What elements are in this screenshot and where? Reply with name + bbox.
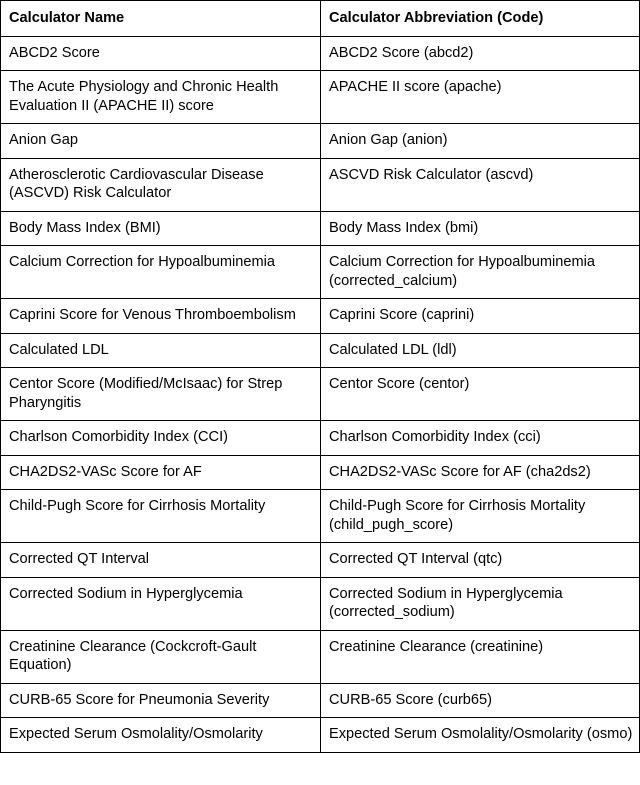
calculator-name-cell: Expected Serum Osmolality/Osmolarity [1,718,321,753]
table-row [1,577,640,630]
table-row [1,421,640,456]
calculator-name-cell: Child-Pugh Score for Cirrhosis Mortality [1,490,321,543]
table-row [1,124,640,159]
calculator-code-cell: ASCVD Risk Calculator (ascvd) [321,158,640,211]
calculator-name-cell: CURB-65 Score for Pneumonia Severity [1,683,321,718]
calculator-code-cell: Centor Score (centor) [321,368,640,421]
calculator-code-cell: Creatinine Clearance (creatinine) [321,630,640,683]
header-calculator-name: Calculator Name [1,1,321,37]
calculator-name-cell: Charlson Comorbidity Index (CCI) [1,421,321,456]
calculator-name-cell: Body Mass Index (BMI) [1,211,321,246]
table-row [1,490,640,543]
table-row [1,630,640,683]
calculator-code-cell: Caprini Score (caprini) [321,299,640,334]
calculator-name-cell: Caprini Score for Venous Thromboembolism [1,299,321,334]
table-body [1,36,640,752]
calculator-name-cell: Creatinine Clearance (Cockcroft-Gault Equation) [1,630,321,683]
calculator-code-cell: Anion Gap (anion) [321,124,640,159]
table-row [1,718,640,753]
header-calculator-abbreviation: Calculator Abbreviation (Code) [321,1,640,37]
calculator-name-cell: Centor Score (Modified/McIsaac) for Strep Pharyngitis [1,368,321,421]
table-row [1,455,640,490]
calculator-code-cell: CHA2DS2-VASc Score for AF (cha2ds2) [321,455,640,490]
table-row [1,71,640,124]
calculator-name-cell: Atherosclerotic Cardiovascular Disease (ASCVD) Risk Calculator [1,158,321,211]
table-row [1,299,640,334]
table-header [1,1,640,37]
calculator-name-cell: Anion Gap [1,124,321,159]
calculator-code-cell: Expected Serum Osmolality/Osmolarity (osmo) [321,718,640,753]
calculator-name-cell: ABCD2 Score [1,36,321,71]
calculator-code-cell: Charlson Comorbidity Index (cci) [321,421,640,456]
calculator-code-cell: Corrected QT Interval (qtc) [321,543,640,578]
calculator-code-cell: Body Mass Index (bmi) [321,211,640,246]
calculator-code-cell: Child-Pugh Score for Cirrhosis Mortality (child_pugh_score) [321,490,640,543]
table-row [1,683,640,718]
calculator-code-cell: Corrected Sodium in Hyperglycemia (corrected_sodium) [321,577,640,630]
calculator-code-cell: ABCD2 Score (abcd2) [321,36,640,71]
table-row [1,211,640,246]
calculator-code-cell: CURB-65 Score (curb65) [321,683,640,718]
table-row [1,543,640,578]
table-row [1,36,640,71]
table-row [1,246,640,299]
calculator-name-cell: The Acute Physiology and Chronic Health Evaluation II (APACHE II) score [1,71,321,124]
table-row [1,158,640,211]
calculator-code-cell: APACHE II score (apache) [321,71,640,124]
table-row [1,333,640,368]
table-row [1,368,640,421]
calculator-name-cell: Corrected Sodium in Hyperglycemia [1,577,321,630]
calculator-name-cell: CHA2DS2-VASc Score for AF [1,455,321,490]
header-row [1,1,640,37]
calculator-code-cell: Calcium Correction for Hypoalbuminemia (corrected_calcium) [321,246,640,299]
calculator-code-cell: Calculated LDL (ldl) [321,333,640,368]
calculator-name-cell: Calcium Correction for Hypoalbuminemia [1,246,321,299]
calculator-name-cell: Corrected QT Interval [1,543,321,578]
calculator-name-cell: Calculated LDL [1,333,321,368]
